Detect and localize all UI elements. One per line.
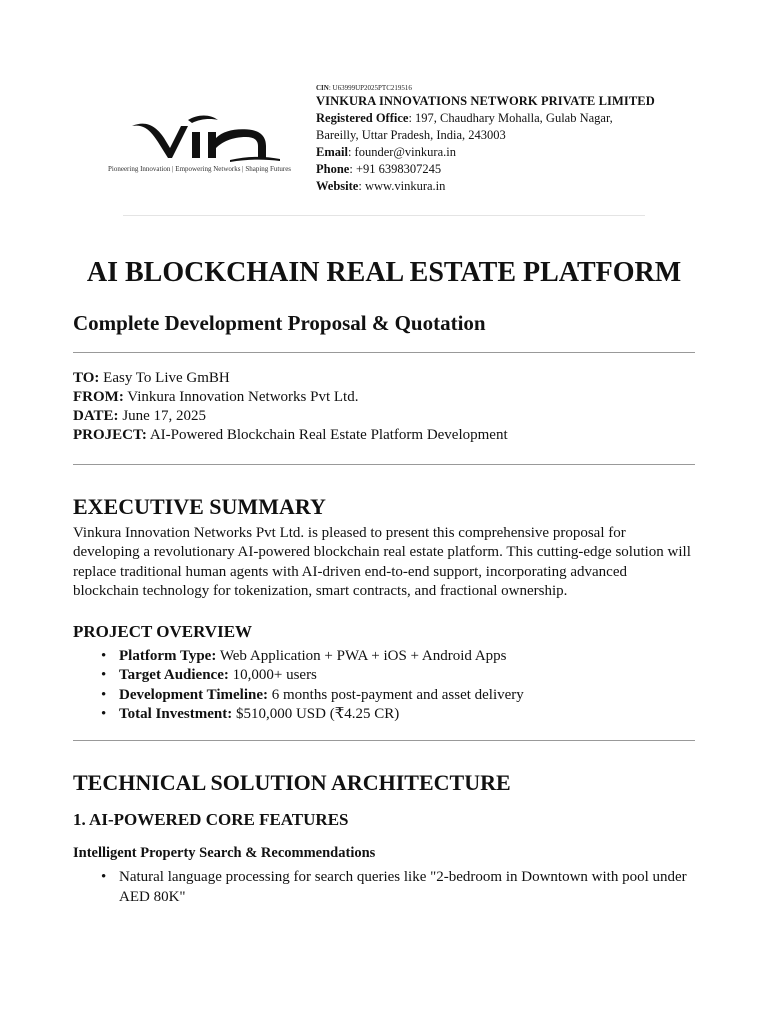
executive-summary-heading: EXECUTIVE SUMMARY <box>73 494 326 519</box>
meta-from <box>73 388 695 407</box>
meta-label: PROJECT: <box>73 427 147 443</box>
document-subtitle: Complete Development Proposal & Quotation <box>73 311 486 335</box>
executive-summary-text: Vinkura Innovation Networks Pvt Ltd. is pleased to present this comprehensive proposal for developing a revolutionary AI-powered blockchain real estate platform. This cutting-edge solution will replace traditional human agents with AI-driven end-to-end support, incorporating advanced blockchain technology for tokenization, smart contracts, and fractional ownership. <box>73 525 691 599</box>
divider <box>73 464 695 465</box>
list-item <box>119 705 695 724</box>
document-title: AI BLOCKCHAIN REAL ESTATE PLATFORM <box>86 257 682 288</box>
list-item: • Natural language processing for search queries like "2-bedroom in Downtown with pool under AED 80K" <box>119 868 695 907</box>
website-label: Website <box>316 179 359 193</box>
item-label: Total Investment: <box>119 706 233 723</box>
office-line2: Bareilly, Uttar Pradesh, India, 243003 <box>316 128 506 142</box>
project-overview-heading: PROJECT OVERVIEW <box>73 622 253 642</box>
meta-value: June 17, 2025 <box>118 408 207 424</box>
cin-line <box>316 83 655 93</box>
company-tagline: Pioneering Innovation | Empowering Networks | Shaping Futures <box>108 165 292 173</box>
email-label: Email <box>316 145 348 159</box>
meta-label: TO: <box>73 370 100 386</box>
cin-label: CIN <box>316 84 329 92</box>
company-name: VINKURA INNOVATIONS NETWORK PRIVATE LIMITED <box>316 94 655 108</box>
vin-logo <box>130 112 282 162</box>
office-line <box>316 110 655 127</box>
meta-value: Vinkura Innovation Networks Pvt Ltd. <box>123 389 359 405</box>
divider <box>73 352 695 353</box>
phone-label: Phone <box>316 162 350 176</box>
item-label: Platform Type: <box>119 648 217 665</box>
meta-value: Easy To Live GmBH <box>99 370 230 386</box>
letterhead-divider <box>123 215 645 216</box>
cin-value: : U63999UP2025PTC219516 <box>328 84 412 92</box>
divider <box>73 740 695 741</box>
technical-heading: TECHNICAL SOLUTION ARCHITECTURE <box>73 770 511 796</box>
item-value: 6 months post-payment and asset delivery <box>268 686 524 703</box>
list-item <box>119 666 695 685</box>
list-item <box>119 647 695 666</box>
document-body <box>73 256 695 907</box>
meta-project <box>73 426 695 445</box>
letterhead <box>0 0 768 220</box>
meta-label: DATE: <box>73 408 119 424</box>
website-value: : www.vinkura.in <box>358 179 446 193</box>
office-line1: : 197, Chaudhary Mohalla, Gulab Nagar, <box>408 111 613 125</box>
email-value: : founder@vinkura.in <box>347 145 456 159</box>
proposal-meta <box>73 369 695 445</box>
list-item <box>119 686 695 705</box>
ai-features-heading: 1. AI-POWERED CORE FEATURES <box>73 810 349 830</box>
meta-date <box>73 407 695 426</box>
item-value: 10,000+ users <box>228 667 317 684</box>
website-line <box>316 178 655 195</box>
property-search-heading: Intelligent Property Search & Recommendations <box>73 845 376 862</box>
meta-to <box>73 369 695 388</box>
phone-value: : +91 6398307245 <box>349 162 442 176</box>
office-label: Registered Office <box>316 111 409 125</box>
phone-line <box>316 161 655 178</box>
meta-label: FROM: <box>73 389 124 405</box>
company-info <box>316 83 655 195</box>
email-line <box>316 144 655 161</box>
property-search-list <box>73 868 695 907</box>
item-label: Development Timeline: <box>119 686 269 703</box>
meta-value: AI-Powered Blockchain Real Estate Platform Development <box>146 427 508 443</box>
item-value: Web Application + PWA + iOS + Android Apps <box>216 648 507 665</box>
project-overview-list <box>73 647 695 724</box>
item-label: Target Audience: <box>119 667 229 684</box>
item-value: $510,000 USD (₹4.25 CR) <box>232 706 400 723</box>
